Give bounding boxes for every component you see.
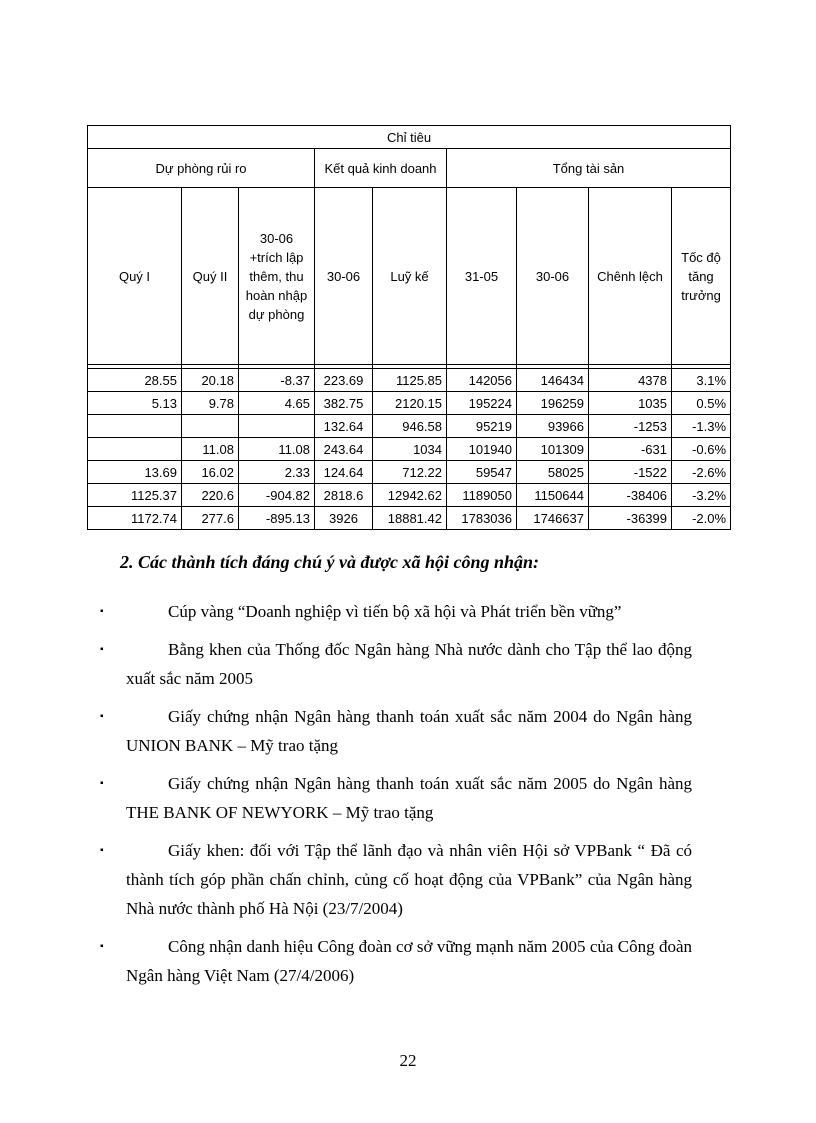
square-bullet-icon: ▪: [100, 606, 104, 617]
table-cell: 2.33: [239, 461, 315, 484]
table-cell: 2818.6: [315, 484, 373, 507]
table-cell: 712.22: [373, 461, 447, 484]
award-list: [100, 597, 692, 999]
table-cell: -1522: [589, 461, 672, 484]
group-header-total-assets: Tổng tài sản: [447, 149, 731, 188]
column-header: 30-06: [315, 188, 373, 365]
square-bullet-icon: ▪: [100, 711, 104, 722]
list-item: [100, 597, 692, 626]
table-cell: 18881.42: [373, 507, 447, 530]
page-number: 22: [399, 1051, 417, 1070]
table-row: [88, 484, 731, 507]
group-header-business-result: Kết quả kinh doanh: [315, 149, 447, 188]
table-row: [88, 438, 731, 461]
column-header: Chênh lệch: [589, 188, 672, 365]
list-item-text: Công nhận danh hiệu Công đoàn cơ sở vững mạnh năm 2005 của Công đoàn Ngân hàng Việt Nam (27/4/2006): [126, 937, 692, 985]
table-cell: -1253: [589, 415, 672, 438]
table-cell: -631: [589, 438, 672, 461]
table-cell: -895.13: [239, 507, 315, 530]
table-row: [88, 507, 731, 530]
table-cell: 4.65: [239, 392, 315, 415]
table-cell: 1125.37: [88, 484, 182, 507]
table-cell: 1035: [589, 392, 672, 415]
table-cell: 0.5%: [672, 392, 731, 415]
column-header: Tốc độ tăng trưởng: [672, 188, 731, 365]
column-header: Luỹ kế: [373, 188, 447, 365]
table-cell: 1150644: [517, 484, 589, 507]
column-header: 30-06: [517, 188, 589, 365]
table-cell: 20.18: [182, 369, 239, 392]
table-cell: 101940: [447, 438, 517, 461]
table-cell: 93966: [517, 415, 589, 438]
table-cell: 243.64: [315, 438, 373, 461]
table-cell: 195224: [447, 392, 517, 415]
table-cell: 16.02: [182, 461, 239, 484]
group-header-risk-provision: Dự phòng rủi ro: [88, 149, 315, 188]
list-item-text: Giấy chứng nhận Ngân hàng thanh toán xuất sắc năm 2005 do Ngân hàng THE BANK OF NEWYORK – Mỹ trao tặng: [126, 774, 692, 822]
table-cell: 220.6: [182, 484, 239, 507]
square-bullet-icon: ▪: [100, 941, 104, 952]
table-cell: -2.6%: [672, 461, 731, 484]
list-item: [100, 635, 692, 693]
table-cell: 59547: [447, 461, 517, 484]
table-cell: -38406: [589, 484, 672, 507]
square-bullet-icon: ▪: [100, 778, 104, 789]
table-row: [88, 369, 731, 392]
table-cell: 3.1%: [672, 369, 731, 392]
table-cell: 12942.62: [373, 484, 447, 507]
table-cell: 4378: [589, 369, 672, 392]
table-cell: -904.82: [239, 484, 315, 507]
table-cell: 1783036: [447, 507, 517, 530]
table-cell: 101309: [517, 438, 589, 461]
table-cell: 5.13: [88, 392, 182, 415]
table-cell: -3.2%: [672, 484, 731, 507]
list-item-text: Giấy khen: đối với Tập thể lãnh đạo và nhân viên Hội sở VPBank “ Đã có thành tích góp phần chấn chỉnh, củng cố hoạt động của VPBank” của Ngân hàng Nhà nước thành phố Hà Nội (23/7/2004): [126, 841, 692, 918]
table-cell: [239, 415, 315, 438]
table-row: [88, 415, 731, 438]
table-cell: -0.6%: [672, 438, 731, 461]
table-cell: [182, 415, 239, 438]
table-cell: 13.69: [88, 461, 182, 484]
column-header: Quý I: [88, 188, 182, 365]
table-cell: 124.64: [315, 461, 373, 484]
table-cell: 2120.15: [373, 392, 447, 415]
table-cell: 142056: [447, 369, 517, 392]
table-row: [88, 461, 731, 484]
table-cell: 196259: [517, 392, 589, 415]
table-cell: 946.58: [373, 415, 447, 438]
table-cell: 28.55: [88, 369, 182, 392]
table-cell: 1172.74: [88, 507, 182, 530]
column-header: 31-05: [447, 188, 517, 365]
list-item: [100, 932, 692, 990]
table-cell: 11.08: [182, 438, 239, 461]
table-cell: 277.6: [182, 507, 239, 530]
table-cell: 1746637: [517, 507, 589, 530]
list-item-text: Cúp vàng “Doanh nghiệp vì tiến bộ xã hội và Phát triển bền vững”: [168, 602, 622, 621]
square-bullet-icon: ▪: [100, 644, 104, 655]
financial-table: [87, 125, 731, 530]
table-cell: 1189050: [447, 484, 517, 507]
table-cell: -1.3%: [672, 415, 731, 438]
table-cell: 132.64: [315, 415, 373, 438]
section-heading: 2. Các thành tích đáng chú ý và được xã hội công nhận:: [120, 552, 540, 572]
table-cell: -8.37: [239, 369, 315, 392]
table-cell: 3926: [315, 507, 373, 530]
table-row: [88, 392, 731, 415]
table-cell: 95219: [447, 415, 517, 438]
list-item-text: Bằng khen của Thống đốc Ngân hàng Nhà nước dành cho Tập thể lao động xuất sắc năm 2005: [126, 640, 692, 688]
list-item: [100, 836, 692, 923]
main-header-cell: Chỉ tiêu: [88, 126, 731, 149]
square-bullet-icon: ▪: [100, 845, 104, 856]
column-header: Quý II: [182, 188, 239, 365]
table-cell: -36399: [589, 507, 672, 530]
table-cell: [88, 415, 182, 438]
table-cell: 11.08: [239, 438, 315, 461]
list-item: [100, 702, 692, 760]
table-cell: 1125.85: [373, 369, 447, 392]
table-cell: -2.0%: [672, 507, 731, 530]
table-cell: 382.75: [315, 392, 373, 415]
table-cell: [88, 438, 182, 461]
list-item-text: Giấy chứng nhận Ngân hàng thanh toán xuất sắc năm 2004 do Ngân hàng UNION BANK – Mỹ trao tặng: [126, 707, 692, 755]
table-cell: 223.69: [315, 369, 373, 392]
table-cell: 146434: [517, 369, 589, 392]
list-item: [100, 769, 692, 827]
table-cell: 1034: [373, 438, 447, 461]
table-cell: 9.78: [182, 392, 239, 415]
table-cell: 58025: [517, 461, 589, 484]
column-header: 30-06 +trích lập thêm, thu hoàn nhập dự phòng: [239, 188, 315, 365]
